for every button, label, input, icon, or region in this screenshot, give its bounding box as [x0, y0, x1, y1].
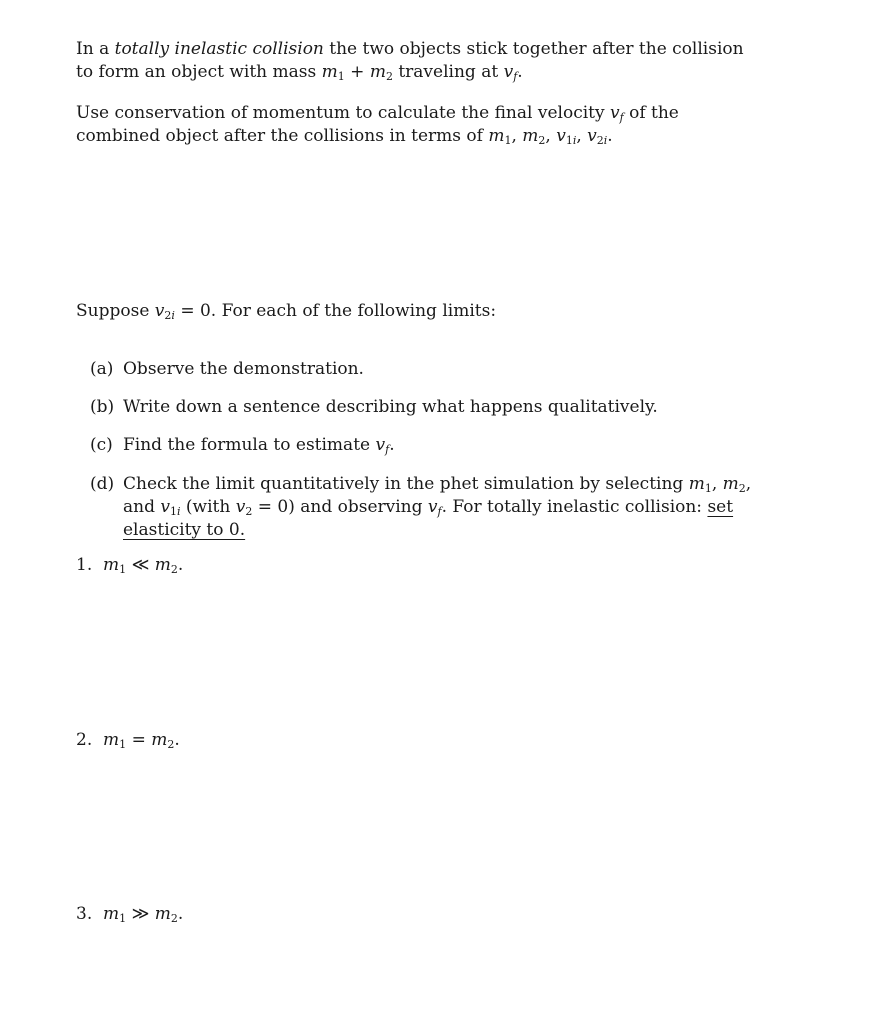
step-d-mid: (with [180, 497, 236, 517]
intro-lead: In a [76, 39, 115, 59]
step-text: Write down a sentence describing what happens qualitatively. [123, 397, 658, 417]
task-text-a: Use conservation of momentum to calculate the final velocity [76, 103, 610, 123]
step-d-tail: . For totally inelastic collision: [441, 497, 708, 517]
step-label: (a) [90, 359, 114, 379]
suppose-text-a: Suppose [76, 301, 155, 321]
suppose-text-b: = 0. For each of the following limits: [174, 301, 497, 321]
step-a [90, 358, 770, 381]
step-label: (c) [90, 435, 113, 455]
intro-tail: traveling at [392, 62, 504, 82]
limit-relation: = [131, 730, 146, 750]
step-c-text: Find the formula to estimate [123, 435, 376, 455]
limit-relation: ≫ [131, 904, 150, 924]
task-paragraph: Use conservation of momentum to calculate the final velocity $v_f$ of the combined object after the collisions in terms of $m_1$, $m_2$, $v_{1i}$, $v_{2i}$. [76, 103, 679, 147]
step-label: (b) [90, 397, 115, 417]
step-d [90, 473, 770, 542]
intro-term: totally inelastic collision [114, 39, 324, 59]
suppose-paragraph: Suppose $v_{2i} = 0$. For each of the following limits: [76, 301, 497, 322]
elasticity-instruction: set elasticity to 0. [123, 497, 734, 540]
limit-number: 1. [76, 555, 93, 575]
step-d-mid2: = 0) and observing [252, 497, 428, 517]
intro-paragraph: In a totally inelastic collision the two objects stick together after the collision to form an object with mass $m_1 + m_2$ traveling at $v_f$. [76, 39, 744, 83]
step-text: Check the limit quantitatively in the phet simulation by selecting $m_1$, $m_2$, and $v_{1i}$ (with $v_2 = 0$) and observing $v_f$. For totally inelastic collision: set elasticity to 0. [123, 474, 752, 540]
limit-relation: ≪ [131, 555, 150, 575]
step-text: Find the formula to estimate $v_f$. [123, 435, 395, 456]
step-text: Observe the demonstration. [123, 359, 364, 379]
step-b [90, 396, 770, 419]
limit-item-1: 1. $m_1$ ≪ $m_2$. [76, 555, 184, 576]
limit-number: 2. [76, 730, 93, 750]
limit-item-3: 3. $m_1$ ≫ $m_2$. [76, 904, 184, 925]
step-label: (d) [90, 474, 115, 494]
intro-rest: the two objects stick together after the collision to form an object with mass [76, 39, 744, 82]
task-text-b: of the combined object after the collisions in terms of [76, 103, 679, 146]
limit-item-2: 2. $m_1 = m_2$. [76, 730, 180, 751]
step-d-text: Check the limit quantitatively in the phet simulation by selecting [123, 474, 689, 494]
limit-number: 3. [76, 904, 93, 924]
step-c [90, 434, 770, 457]
